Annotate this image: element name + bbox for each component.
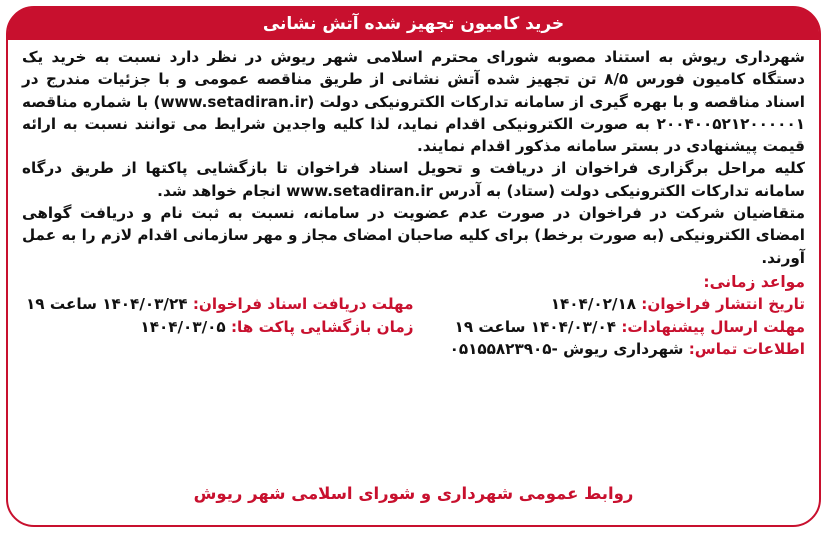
contact-value: شهرداری ریوش -۰۵۱۵۵۸۲۳۹۰۵ xyxy=(449,340,684,359)
open-value: ۱۴۰۴/۰۳/۰۵ xyxy=(140,317,226,336)
publish-label: تاریخ انتشار فراخوان: xyxy=(641,295,805,314)
title-bar xyxy=(8,8,819,40)
receive-deadline xyxy=(22,293,414,316)
notice-title: خرید کامیون تجهیز شده آتش نشانی xyxy=(262,14,565,34)
publish-value: ۱۴۰۴/۰۲/۱۸ xyxy=(550,295,636,314)
paragraph-requirements: متقاضیان شرکت در فراخوان در صورت عدم عضویت در سامانه، نسبت به ثبت نام و دریافت گواهی امضای الکترونیکی (به صورت برخط) برای کلیه صاحبان امضای مجاز و مهر سازمانی اقدام لازم را به عمل آورند. xyxy=(22,204,805,267)
open-label: زمان بازگشایی پاکت ها: xyxy=(230,317,414,336)
opening-time xyxy=(22,316,414,339)
contact-info xyxy=(414,338,806,361)
submit-deadline xyxy=(414,316,806,339)
footer-signature: روابط عمومی شهرداری و شورای اسلامی شهر ریوش xyxy=(193,484,634,503)
notice-frame xyxy=(6,6,821,527)
schedule-row-1 xyxy=(22,293,805,316)
paragraph-intro: شهرداری ریوش به استناد مصوبه شورای محترم اسلامی شهر ریوش در نظر دارد نسبت به خرید یک دستگاه کامیون فورس ۸/۵ تن تجهیز شده آتش نشانی از طریق مناقصه عمومی و با جزئیات مندرج در اسناد مناقصه و با بهره گیری از سامانه تدارکات الکترونیکی دولت (www.setadiran.ir) با شماره مناقصه ۲۰۰۴۰۰۵۲۱۲۰۰۰۰۰۱ به صورت الکترونیکی اقدام نماید، لذا کلیه واجدین شرایط می توانند نسبت به ارائه قیمت پیشنهادی در بستر سامانه مذکور اقدام نمایند. xyxy=(22,48,805,156)
publish-date xyxy=(414,293,806,316)
contact-row xyxy=(22,338,805,361)
submit-value: ۱۴۰۴/۰۳/۰۴ ساعت ۱۹ xyxy=(454,317,617,336)
contact-label: اطلاعات تماس: xyxy=(688,340,805,359)
notice-body xyxy=(22,46,805,361)
receive-label: مهلت دریافت اسناد فراخوان: xyxy=(192,295,414,314)
schedule-row-2 xyxy=(22,316,805,339)
paragraph-procedure: کلیه مراحل برگزاری فراخوان از دریافت و تحویل اسناد فراخوان تا بازگشایی پاکتها از طریق درگاه سامانه تدارکات الکترونیکی دولت (ستاد) به آدرس www.setadiran.ir انجام خواهد شد. xyxy=(22,159,805,200)
receive-value: ۱۴۰۴/۰۳/۲۴ ساعت ۱۹ xyxy=(26,295,188,314)
schedule-heading: مواعد زمانی: xyxy=(703,272,805,291)
submit-label: مهلت ارسال پیشنهادات: xyxy=(621,317,805,336)
